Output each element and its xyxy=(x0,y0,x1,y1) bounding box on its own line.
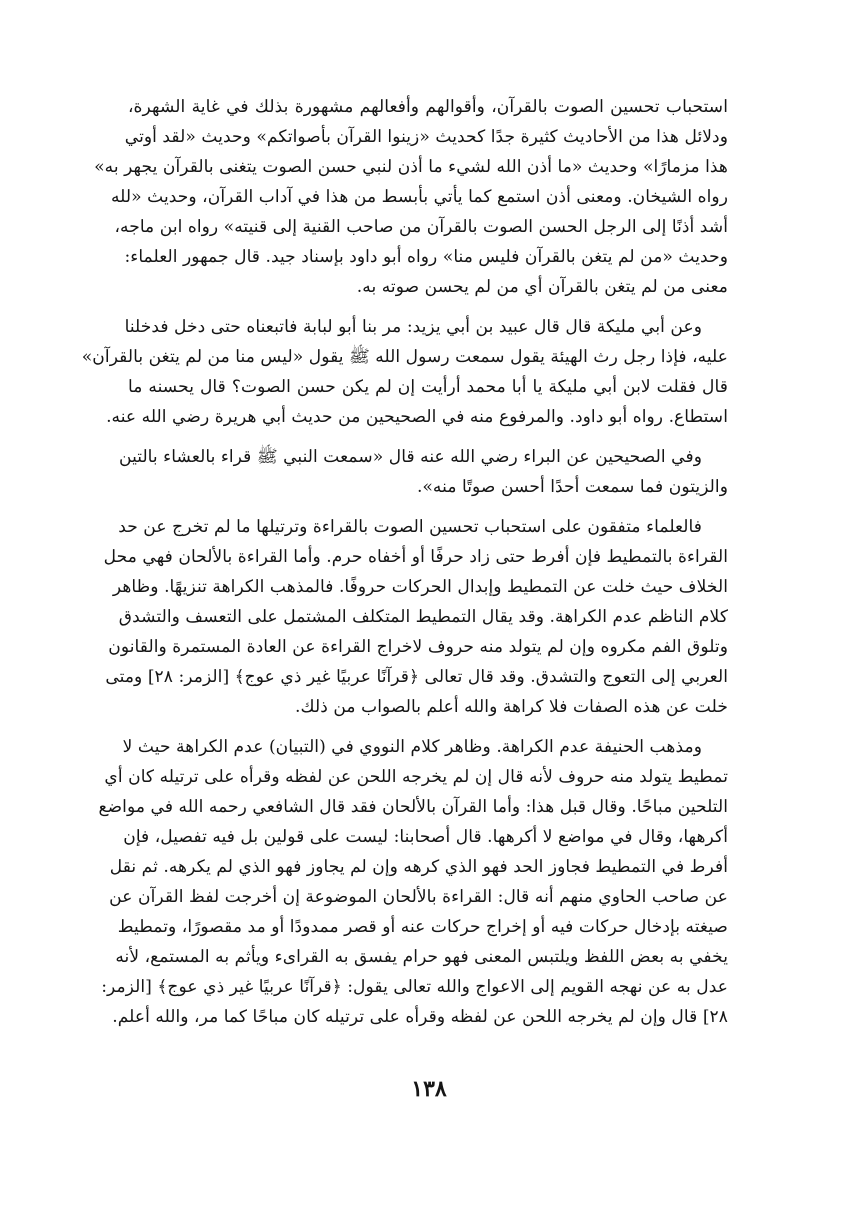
text-line: أكرهها، وقال في مواضع لا أكرهها. قال أصحابنا: ليست على قولين بل فيه تفصيل، فإن xyxy=(123,827,728,847)
text-line: القراءة بالتمطيط فإن أفرط حتى زاد حرفًا أو أخفاه حرم. وأما القراءة بالألحان فهي محل xyxy=(103,547,728,567)
text-line: يخفي به بعض اللفظ ويلتبس المعنى فهو حرام يفسق به القراىء ويأثم به المستمع، لأنه xyxy=(115,947,728,967)
text-line: ودلائل هذا من الأحاديث كثيرة جدًا كحديث «زينوا القرآن بأصواتكم» وحديث «لقد أوتي xyxy=(124,127,728,147)
text-line: فالعلماء متفقون على استحباب تحسين الصوت بالقراءة وترتيلها ما لم تخرج عن حد xyxy=(118,517,702,537)
text-line: التلحين مباحًا. وقال قبل هذا: وأما القرآن بالألحان فقد قال الشافعي رحمه الله في مواضع xyxy=(98,797,728,817)
paragraph xyxy=(81,312,728,432)
text-line: قال فقلت لابن أبي مليكة يا أبا محمد أرأيت إن لم يكن حسن الصوت؟ قال يحسنه ما xyxy=(128,377,728,397)
paragraph xyxy=(94,92,728,302)
paragraph xyxy=(118,442,728,502)
text-line: والزيتون فما سمعت أحدًا أحسن صوتًا منه». xyxy=(416,477,728,497)
paragraph xyxy=(103,512,728,722)
text-line: ٢٨] قال وإن لم يخرجه اللحن عن لفظه وقرأه على ترتيله كان مباحًا كما مر، والله أعلم. xyxy=(112,1007,728,1027)
text-line: كلام الناظم عدم الكراهة. وقد يقال التمطيط المتكلف المشتمل على التعسف والتشدق xyxy=(118,607,728,627)
body-text xyxy=(81,92,728,1032)
text-line: أشد أذنًا إلى الرجل الحسن الصوت بالقرآن من صاحب القنية إلى قنيته» رواه ابن ماجه، xyxy=(114,217,728,237)
text-line: استطاع. رواه أبو داود. والمرفوع منه في الصحيحين من حديث أبي هريرة رضي الله عنه. xyxy=(106,407,728,427)
text-line: هذا مزمارًا» وحديث «ما أذن الله لشيء ما أذن لنبي حسن الصوت يتغنى بالقرآن يجهر به» xyxy=(94,157,728,177)
page-number: ١٣٨ xyxy=(411,1076,447,1102)
paragraph xyxy=(98,732,728,1032)
text-line: استحباب تحسين الصوت بالقرآن، وأقوالهم وأفعالهم مشهورة بذلك في غاية الشهرة، xyxy=(128,97,728,117)
text-line: الخلاف حيث خلت عن التمطيط وإبدال الحركات حروفًا. فالمذهب الكراهة تنزيهًا. وظاهر xyxy=(112,577,728,597)
text-line: وتلوق الفم مكروه وإن لم يتولد منه حروف لاخراج القراءة عن العادة المستمرة والقانون xyxy=(108,637,728,657)
text-line: تمطيط يتولد منه حروف لأنه قال إن لم يخرجه اللحن عن لفظه وقرأه على ترتيله كان أي xyxy=(104,767,728,787)
text-line: معنى من لم يتغن بالقرآن أي من لم يحسن صوته به. xyxy=(356,277,728,297)
text-line: خلت عن هذه الصفات فلا كراهة والله أعلم بالصواب من ذلك. xyxy=(295,697,728,717)
text-line: العربي إلى التعوج والتشدق. وقد قال تعالى ﴿قرآنًا عربيًا غير ذي عوج﴾ [الزمر: ٢٨] ومتى xyxy=(105,667,728,687)
text-line: رواه الشيخان. ومعنى أذن استمع كما يأتي بأبسط من هذا في آداب القرآن، وحديث «لله xyxy=(110,187,728,207)
text-line: أفرط في التمطيط فجاوز الحد فهو الذي كرهه وإن لم يجاوز فهو الذي لم يكرهه. ثم نقل xyxy=(109,857,728,877)
text-line: وحديث «من لم يتغن بالقرآن فليس منا» رواه أبو داود بإسناد جيد. قال جمهور العلماء: xyxy=(124,247,728,267)
text-line: صيغته بإدخال حركات فيه أو إخراج حركات عنه أو قصر ممدودًا أو مد مقصورًا، وتمطيط xyxy=(117,917,728,937)
text-line: عن صاحب الحاوي منهم أنه قال: القراءة بالألحان الموضوعة إن أخرجت لفظ القرآن عن xyxy=(109,887,728,907)
text-line: ومذهب الحنيفة عدم الكراهة. وظاهر كلام النووي في (التبيان) عدم الكراهة حيث لا xyxy=(122,737,702,757)
text-line: عليه، فإذا رجل رث الهيئة يقول سمعت رسول الله ﷺ يقول «ليس منا من لم يتغن بالقرآن» xyxy=(81,347,728,367)
text-line: وعن أبي مليكة قال قال عبيد بن أبي يزيد: مر بنا أبو لبابة فاتبعناه حتى دخل فدخلنا xyxy=(124,317,702,337)
text-line: عدل به عن نهجه القويم إلى الاعواج والله تعالى يقول: ﴿قرآنًا عربيًا غير ذي عوج﴾ [الزمر: xyxy=(101,977,728,997)
text-line: وفي الصحيحين عن البراء رضي الله عنه قال «سمعت النبي ﷺ قراء بالعشاء بالتين xyxy=(118,447,702,467)
